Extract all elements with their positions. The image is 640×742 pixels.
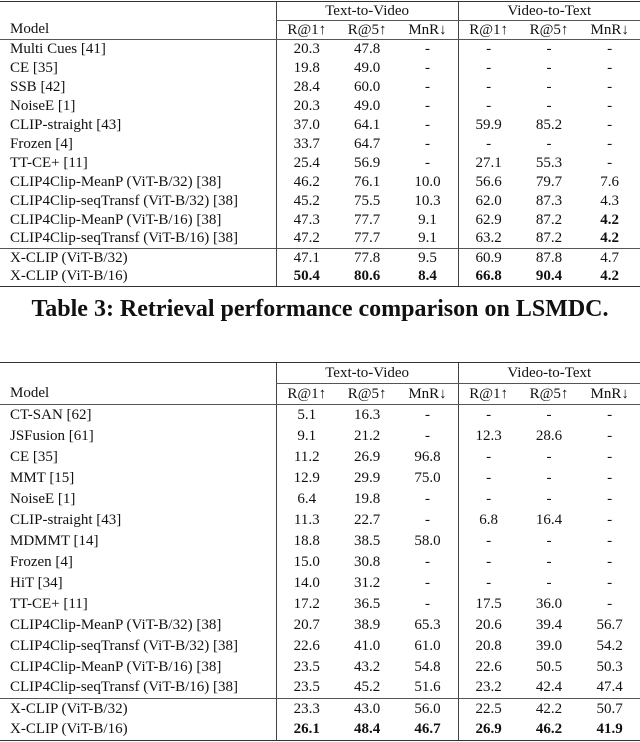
model-name-cell: NoiseE [1] <box>10 97 76 114</box>
metric-value-cell: 42.2 <box>519 699 580 720</box>
metric-value-cell: 41.9 <box>579 720 640 741</box>
metric-value-cell: 49.0 <box>353 97 381 114</box>
msrvtt-results-table <box>0 1 640 287</box>
metric-value-cell: 22.6 <box>276 636 337 657</box>
metric-value-cell: 9.1 <box>418 230 437 247</box>
metric-value-cell: 50.4 <box>276 268 337 287</box>
metric-value-cell: - <box>425 427 430 444</box>
metric-value-cell: 20.7 <box>276 615 337 636</box>
metric-value-cell: - <box>458 78 519 97</box>
metric-value-cell: - <box>425 490 430 507</box>
column-header-row <box>0 384 640 405</box>
model-name-cell: CLIP4Clip-seqTransf (ViT-B/32) [38] <box>10 637 238 654</box>
metric-value-cell: 62.9 <box>458 211 519 230</box>
metric-value-cell: 23.3 <box>276 699 337 720</box>
column-header-metric: MnR↓ <box>397 21 458 40</box>
metric-value-cell: - <box>607 135 613 152</box>
metric-value-cell: - <box>607 448 613 465</box>
metric-value-cell: - <box>425 154 430 171</box>
metric-value-cell: 4.7 <box>579 249 640 268</box>
metric-value-cell: - <box>607 553 613 570</box>
column-header-metric: R@5↑ <box>519 384 580 405</box>
metric-value-cell: 60.0 <box>353 78 381 95</box>
metric-value-cell: - <box>425 574 430 591</box>
metric-value-cell: 42.4 <box>535 679 563 696</box>
metric-value-cell: - <box>458 531 519 552</box>
metric-value-cell: 87.2 <box>535 230 563 247</box>
model-name-cell: CLIP4Clip-seqTransf (ViT-B/16) [38] <box>10 679 238 696</box>
metric-value-cell: 6.8 <box>458 510 519 531</box>
metric-value-cell: 37.0 <box>276 116 337 135</box>
metric-value-cell: 76.1 <box>353 173 381 190</box>
metric-value-cell: 38.5 <box>353 532 381 549</box>
metric-value-cell: - <box>607 97 613 114</box>
metric-value-cell: 48.4 <box>337 720 398 741</box>
model-name-cell: HiT [34] <box>10 574 63 591</box>
metric-value-cell: 45.2 <box>276 192 337 211</box>
table-row <box>0 59 640 78</box>
model-name-cell: X-CLIP (ViT-B/16) <box>0 268 276 287</box>
model-name-cell: Frozen [4] <box>10 553 73 570</box>
metric-value-cell: - <box>425 40 430 57</box>
metric-value-cell: 54.2 <box>596 637 623 654</box>
metric-value-cell: 47.3 <box>276 211 337 230</box>
metric-value-cell: 59.9 <box>458 116 519 135</box>
metric-value-cell: - <box>607 427 613 444</box>
metric-value-cell: 75.0 <box>414 469 441 486</box>
metric-value-cell: 46.7 <box>397 720 458 741</box>
metric-value-cell: 28.4 <box>276 78 337 97</box>
metric-value-cell: 10.0 <box>414 173 441 190</box>
table-row <box>0 657 640 678</box>
metric-value-cell: 36.0 <box>535 595 563 612</box>
model-name-cell: Frozen [4] <box>10 135 73 152</box>
table-row <box>0 636 640 657</box>
metric-value-cell: 75.5 <box>353 192 381 209</box>
metric-value-cell: 21.2 <box>353 427 381 444</box>
table-row <box>0 678 640 699</box>
metric-value-cell: - <box>425 511 430 528</box>
model-name-cell: TT-CE+ [11] <box>10 595 88 612</box>
metric-value-cell: - <box>458 468 519 489</box>
metric-value-cell: - <box>607 40 613 57</box>
metric-value-cell: 96.8 <box>414 448 441 465</box>
metric-value-cell: 4.2 <box>600 230 620 247</box>
metric-value-cell: 61.0 <box>414 637 441 654</box>
metric-value-cell: 66.8 <box>458 268 519 287</box>
table-row <box>0 192 640 211</box>
table-row <box>0 531 640 552</box>
metric-value-cell: 36.5 <box>353 595 381 612</box>
model-name-cell: CLIP4Clip-MeanP (ViT-B/32) [38] <box>10 616 222 633</box>
metric-value-cell: 9.1 <box>418 211 437 228</box>
metric-value-cell: 8.4 <box>397 268 458 287</box>
metric-value-cell: 26.9 <box>458 720 519 741</box>
metric-value-cell: 18.8 <box>276 531 337 552</box>
metric-value-cell: - <box>546 97 552 114</box>
metric-value-cell: 23.5 <box>276 657 337 678</box>
metric-value-cell: 4.2 <box>600 211 620 228</box>
metric-value-cell: 63.2 <box>458 230 519 249</box>
metric-value-cell: 50.5 <box>535 658 563 675</box>
model-name-cell: X-CLIP (ViT-B/16) <box>0 720 276 741</box>
metric-value-cell: 43.2 <box>353 658 381 675</box>
metric-value-cell: - <box>607 59 613 76</box>
metric-value-cell: 29.9 <box>353 469 381 486</box>
lsmdc-results-table <box>0 362 640 741</box>
metric-value-cell: - <box>546 574 552 591</box>
metric-value-cell: 87.3 <box>535 192 563 209</box>
metric-value-cell: 47.2 <box>276 230 337 249</box>
metric-value-cell: 46.2 <box>519 720 580 741</box>
model-name-cell: MMT [15] <box>10 469 75 486</box>
metric-value-cell: 4.2 <box>579 268 640 287</box>
metric-value-cell: 26.1 <box>276 720 337 741</box>
metric-value-cell: 55.3 <box>535 154 563 171</box>
table-row <box>0 468 640 489</box>
metric-value-cell: 49.0 <box>353 59 381 76</box>
metric-value-cell: 17.5 <box>458 594 519 615</box>
metric-value-cell: - <box>425 59 430 76</box>
metric-value-cell: 56.9 <box>353 154 381 171</box>
metric-value-cell: - <box>458 552 519 573</box>
table-row <box>0 594 640 615</box>
metric-value-cell: 87.2 <box>535 211 563 228</box>
column-header-metric: R@1↑ <box>276 384 337 405</box>
metric-value-cell: 58.0 <box>414 532 441 549</box>
metric-value-cell: 23.2 <box>458 678 519 699</box>
metric-value-cell: - <box>607 469 613 486</box>
metric-value-cell: 15.0 <box>276 552 337 573</box>
metric-value-cell: 38.9 <box>353 616 381 633</box>
metric-value-cell: 46.2 <box>276 173 337 192</box>
metric-value-cell: - <box>546 532 552 549</box>
table-row <box>0 447 640 468</box>
table-row <box>0 405 640 426</box>
metric-value-cell: - <box>546 448 552 465</box>
table-row <box>0 510 640 531</box>
group-header-row <box>0 363 640 384</box>
table-row <box>0 97 640 116</box>
metric-value-cell: 87.8 <box>519 249 580 268</box>
model-name-cell: CLIP4Clip-MeanP (ViT-B/32) [38] <box>10 173 222 190</box>
metric-value-cell: 41.0 <box>353 637 381 654</box>
metric-value-cell: 62.0 <box>458 192 519 211</box>
metric-value-cell: 14.0 <box>276 573 337 594</box>
metric-value-cell: 23.5 <box>276 678 337 699</box>
table-row <box>0 211 640 230</box>
metric-value-cell: 16.3 <box>353 406 381 423</box>
metric-value-cell: - <box>546 490 552 507</box>
metric-value-cell: 77.8 <box>337 249 398 268</box>
metric-value-cell: - <box>607 511 613 528</box>
column-header-metric: R@1↑ <box>276 21 337 40</box>
model-name-cell: Multi Cues [41] <box>10 40 106 57</box>
metric-value-cell: - <box>425 553 430 570</box>
metric-value-cell: 56.6 <box>458 173 519 192</box>
metric-value-cell: 56.0 <box>397 699 458 720</box>
metric-value-cell: 54.8 <box>414 658 441 675</box>
metric-value-cell: 22.5 <box>458 699 519 720</box>
column-header-model: Model <box>0 384 276 405</box>
column-header-metric: MnR↓ <box>579 384 640 405</box>
table-row <box>0 78 640 97</box>
metric-value-cell: 45.2 <box>353 679 381 696</box>
metric-value-cell: - <box>425 97 430 114</box>
model-name-cell: NoiseE [1] <box>10 490 76 507</box>
table-row <box>0 230 640 249</box>
metric-value-cell: 11.3 <box>276 510 337 531</box>
metric-value-cell: - <box>458 59 519 78</box>
metric-value-cell: - <box>546 59 552 76</box>
metric-value-cell: 20.3 <box>276 97 337 116</box>
metric-value-cell: - <box>458 97 519 116</box>
column-header-metric: R@5↑ <box>337 21 398 40</box>
metric-value-cell: - <box>607 490 613 507</box>
metric-value-cell: - <box>607 154 613 171</box>
empty-header-cell <box>0 363 276 384</box>
model-name-cell: CLIP4Clip-seqTransf (ViT-B/32) [38] <box>10 192 238 209</box>
metric-value-cell: 10.3 <box>414 192 441 209</box>
metric-value-cell: 85.2 <box>535 116 563 133</box>
metric-value-cell: - <box>607 574 613 591</box>
model-name-cell: TT-CE+ [11] <box>10 154 88 171</box>
metric-value-cell: 26.9 <box>353 448 381 465</box>
metric-value-cell: 20.3 <box>276 40 337 59</box>
model-name-cell: X-CLIP (ViT-B/32) <box>0 699 276 720</box>
metric-value-cell: - <box>546 553 552 570</box>
metric-value-cell: - <box>546 406 552 423</box>
column-header-metric: R@1↑ <box>458 384 519 405</box>
table-row <box>0 154 640 173</box>
table-caption: Table 3: Retrieval performance comparison on LSMDC. <box>31 296 609 322</box>
metric-value-cell: - <box>607 406 613 423</box>
metric-value-cell: 77.7 <box>353 230 381 247</box>
metric-value-cell: 9.1 <box>276 426 337 447</box>
table-row <box>0 135 640 154</box>
metric-value-cell: 30.8 <box>353 553 381 570</box>
metric-value-cell: - <box>458 405 519 426</box>
column-header-metric: MnR↓ <box>579 21 640 40</box>
metric-value-cell: - <box>546 469 552 486</box>
metric-value-cell: 50.3 <box>596 658 623 675</box>
metric-value-cell: - <box>458 447 519 468</box>
metric-value-cell: 22.7 <box>353 511 381 528</box>
metric-value-cell: - <box>607 116 613 133</box>
metric-value-cell: - <box>607 595 613 612</box>
model-name-cell: X-CLIP (ViT-B/32) <box>0 249 276 268</box>
model-name-cell: CLIP4Clip-MeanP (ViT-B/16) [38] <box>10 211 222 228</box>
model-name-cell: CLIP-straight [43] <box>10 116 122 133</box>
metric-value-cell: 19.8 <box>353 490 381 507</box>
table-row <box>0 426 640 447</box>
metric-value-cell: 31.2 <box>353 574 381 591</box>
metric-value-cell: 20.6 <box>458 615 519 636</box>
metric-value-cell: 50.7 <box>579 699 640 720</box>
metric-value-cell: 60.9 <box>458 249 519 268</box>
metric-value-cell: 12.9 <box>276 468 337 489</box>
metric-value-cell: - <box>458 135 519 154</box>
model-name-cell: CLIP4Clip-MeanP (ViT-B/16) [38] <box>10 658 222 675</box>
metric-value-cell: - <box>458 573 519 594</box>
metric-value-cell: 65.3 <box>414 616 441 633</box>
metric-value-cell: 5.1 <box>276 405 337 426</box>
model-name-cell: CE [35] <box>10 448 58 465</box>
metric-value-cell: 64.7 <box>353 135 381 152</box>
metric-value-cell: 19.8 <box>276 59 337 78</box>
model-name-cell: SSB [42] <box>10 78 66 95</box>
metric-value-cell: - <box>425 135 430 152</box>
metric-value-cell: 47.1 <box>276 249 337 268</box>
model-name-cell: JSFusion [61] <box>10 427 94 444</box>
metric-value-cell: 47.8 <box>353 40 381 57</box>
column-header-metric: R@5↑ <box>337 384 398 405</box>
column-header-metric: R@1↑ <box>458 21 519 40</box>
metric-value-cell: 39.4 <box>535 616 563 633</box>
metric-value-cell: 4.3 <box>600 192 620 209</box>
metric-value-cell: 33.7 <box>276 135 337 154</box>
metric-value-cell: 12.3 <box>458 426 519 447</box>
metric-value-cell: 17.2 <box>276 594 337 615</box>
metric-value-cell: 6.4 <box>276 489 337 510</box>
table-row <box>0 573 640 594</box>
model-name-cell: CLIP-straight [43] <box>10 511 122 528</box>
column-header-metric: R@5↑ <box>519 21 580 40</box>
metric-value-cell: 7.6 <box>600 173 620 190</box>
group-header-row <box>0 2 640 21</box>
model-name-cell: CLIP4Clip-seqTransf (ViT-B/16) [38] <box>10 230 238 247</box>
empty-header-cell <box>0 2 276 21</box>
model-name-cell: MDMMT [14] <box>10 532 99 549</box>
table-row <box>0 173 640 192</box>
table-row <box>0 116 640 135</box>
metric-value-cell: 27.1 <box>458 154 519 173</box>
metric-value-cell: - <box>425 406 430 423</box>
metric-value-cell: 43.0 <box>337 699 398 720</box>
table-row <box>0 268 640 287</box>
metric-value-cell: 56.7 <box>596 616 623 633</box>
metric-value-cell: 64.1 <box>353 116 381 133</box>
metric-value-cell: 20.8 <box>458 636 519 657</box>
metric-value-cell: - <box>458 40 519 59</box>
metric-value-cell: 51.6 <box>414 679 441 696</box>
table-row <box>0 615 640 636</box>
column-header-metric: MnR↓ <box>397 384 458 405</box>
metric-value-cell: 79.7 <box>535 173 563 190</box>
table-row <box>0 249 640 268</box>
metric-value-cell: 22.6 <box>458 657 519 678</box>
metric-value-cell: - <box>425 116 430 133</box>
model-name-cell: CT-SAN [62] <box>10 406 92 423</box>
metric-value-cell: - <box>425 78 430 95</box>
column-header-row <box>0 21 640 40</box>
metric-value-cell: - <box>425 595 430 612</box>
table-row <box>0 40 640 59</box>
group-header-text-to-video: Text-to-Video <box>276 2 458 21</box>
metric-value-cell: 9.5 <box>397 249 458 268</box>
metric-value-cell: - <box>546 40 552 57</box>
group-header-text-to-video: Text-to-Video <box>276 363 458 384</box>
model-name-cell: CE [35] <box>10 59 58 76</box>
metric-value-cell: - <box>607 78 613 95</box>
table-row <box>0 720 640 741</box>
metric-value-cell: 90.4 <box>519 268 580 287</box>
metric-value-cell: - <box>546 135 552 152</box>
group-header-video-to-text: Video-to-Text <box>458 2 640 21</box>
table-row <box>0 489 640 510</box>
metric-value-cell: 25.4 <box>276 154 337 173</box>
metric-value-cell: 77.7 <box>353 211 381 228</box>
metric-value-cell: - <box>458 489 519 510</box>
metric-value-cell: 16.4 <box>535 511 563 528</box>
metric-value-cell: 28.6 <box>535 427 563 444</box>
group-header-video-to-text: Video-to-Text <box>458 363 640 384</box>
metric-value-cell: - <box>546 78 552 95</box>
metric-value-cell: - <box>607 532 613 549</box>
metric-value-cell: 39.0 <box>535 637 563 654</box>
metric-value-cell: 11.2 <box>276 447 337 468</box>
table-row <box>0 699 640 720</box>
metric-value-cell: 80.6 <box>337 268 398 287</box>
column-header-model: Model <box>0 21 276 40</box>
metric-value-cell: 47.4 <box>596 679 623 696</box>
table-row <box>0 552 640 573</box>
